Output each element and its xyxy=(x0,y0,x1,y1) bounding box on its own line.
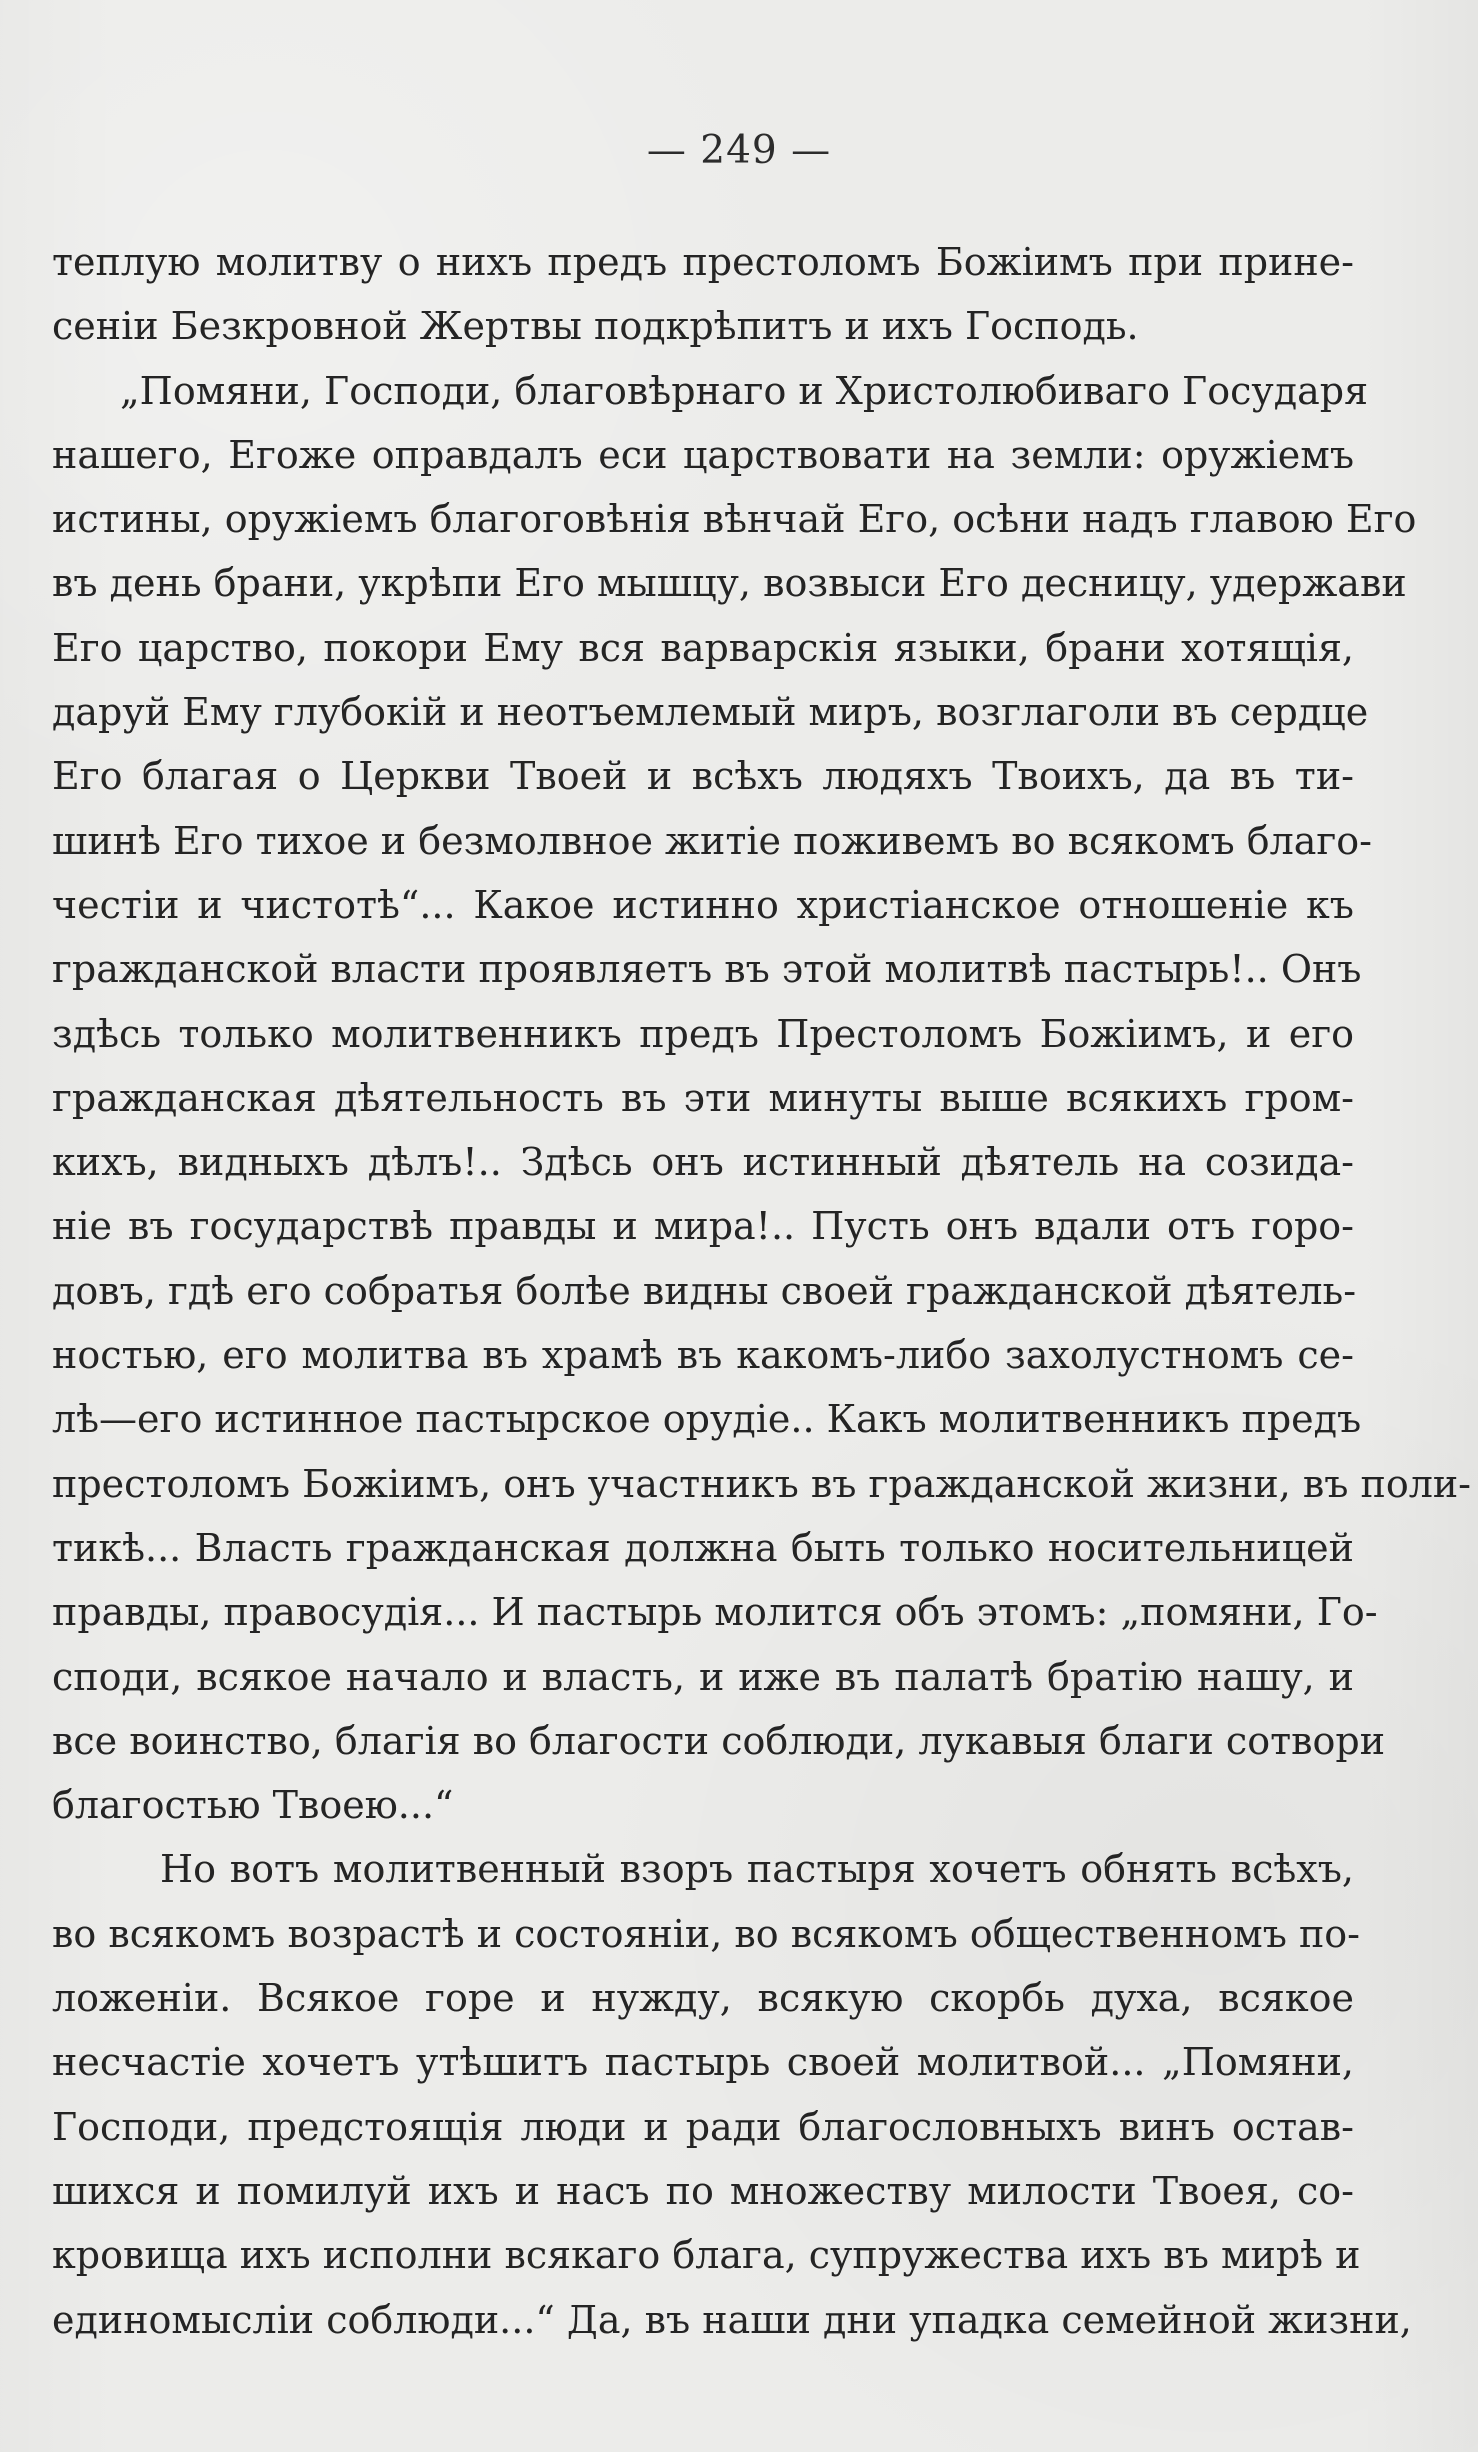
text-line: единомысліи соблюди...“ Да, въ наши дни упадка семейной жизни, xyxy=(52,2297,1412,2342)
text-line: сеніи Безкровной Жертвы подкрѣпитъ и ихъ Господь. xyxy=(52,304,1139,349)
text-line: Его царство, покори Ему вся варварскія языки, брани хотящія, xyxy=(52,625,1354,670)
text-line: несчастіе хочетъ утѣшитъ пастырь своей молитвой... „Помяни, xyxy=(52,2040,1354,2085)
text-line: Но вотъ молитвенный взоръ пастыря хочетъ обнять всѣхъ, xyxy=(160,1847,1354,1892)
text-line: даруй Ему глубокій и неотъемлемый миръ, возглаголи въ сердце xyxy=(52,690,1369,735)
text-line: благостью Твоею...“ xyxy=(52,1783,454,1828)
text-line: все воинство, благія во благости соблюди, лукавыя благи сотвори xyxy=(52,1718,1386,1763)
page-number: — 249 — xyxy=(646,128,832,173)
text-line: гражданская дѣятельность въ эти минуты выше всякихъ гром- xyxy=(52,1075,1354,1120)
body-text xyxy=(52,230,1472,2352)
text-line: правды, правосудія... И пастырь молится объ этомъ: „помяни, Го- xyxy=(52,1590,1378,1635)
text-line: Господи, предстоящія люди и ради благословныхъ винъ остав- xyxy=(52,2104,1354,2149)
text-line: споди, всякое начало и власть, и иже въ палатѣ братію нашу, и xyxy=(52,1654,1354,1699)
text-line: шинѣ Его тихое и безмолвное житіе поживемъ во всякомъ благо- xyxy=(52,818,1372,863)
text-line: ложеніи. Всякое горе и нужду, всякую скорбь духа, всякое xyxy=(52,1976,1354,2021)
text-line: Его благая о Церкви Твоей и всѣхъ людяхъ Твоихъ, да въ ти- xyxy=(52,754,1354,799)
text-line: въ день брани, укрѣпи Его мышцу, возвыси Его десницу, удержави xyxy=(52,561,1407,606)
text-line: престоломъ Божіимъ, онъ участникъ въ гражданской жизни, въ поли- xyxy=(52,1461,1472,1506)
text-line: кровища ихъ исполни всякаго блага, супружества ихъ въ мирѣ и xyxy=(52,2233,1361,2278)
text-line: гражданской власти проявляетъ въ этой молитвѣ пастырь!.. Онъ xyxy=(52,947,1362,992)
text-line: „Помяни, Господи, благовѣрнаго и Христолюбиваго Государя xyxy=(120,368,1369,413)
text-line: лѣ—его истинное пастырское орудіе.. Какъ молитвенникъ предъ xyxy=(52,1397,1362,1442)
text-line: истины, оружіемъ благоговѣнія вѣнчай Его, осѣни надъ главою Его xyxy=(52,497,1417,542)
text-line: здѣсь только молитвенникъ предъ Престоломъ Божіимъ, и его xyxy=(52,1011,1354,1056)
text-line: ніе въ государствѣ правды и мира!.. Пусть онъ вдали отъ горо- xyxy=(52,1204,1354,1249)
text-line: тикѣ... Власть гражданская должна быть только носительницей xyxy=(52,1525,1354,1570)
text-line: шихся и помилуй ихъ и насъ по множеству милости Твоея, со- xyxy=(52,2168,1354,2213)
text-line: нашего, Егоже оправдалъ еси царствовати на земли: оружіемъ xyxy=(52,432,1354,477)
text-line: во всякомъ возрастѣ и состояніи, во всякомъ общественномъ по- xyxy=(52,1911,1360,1956)
text-line: ностью, его молитва въ храмѣ въ какомъ-либо захолустномъ се- xyxy=(52,1333,1354,1378)
text-line: кихъ, видныхъ дѣлъ!.. Здѣсь онъ истинный дѣятель на созида- xyxy=(52,1140,1354,1185)
text-line: честіи и чистотѣ“... Какое истинно христіанское отношеніе къ xyxy=(52,882,1354,927)
text-line: довъ, гдѣ его собратья болѣе видны своей гражданской дѣятель- xyxy=(52,1268,1357,1313)
text-line: теплую молитву о нихъ предъ престоломъ Божіимъ при прине- xyxy=(52,240,1354,284)
